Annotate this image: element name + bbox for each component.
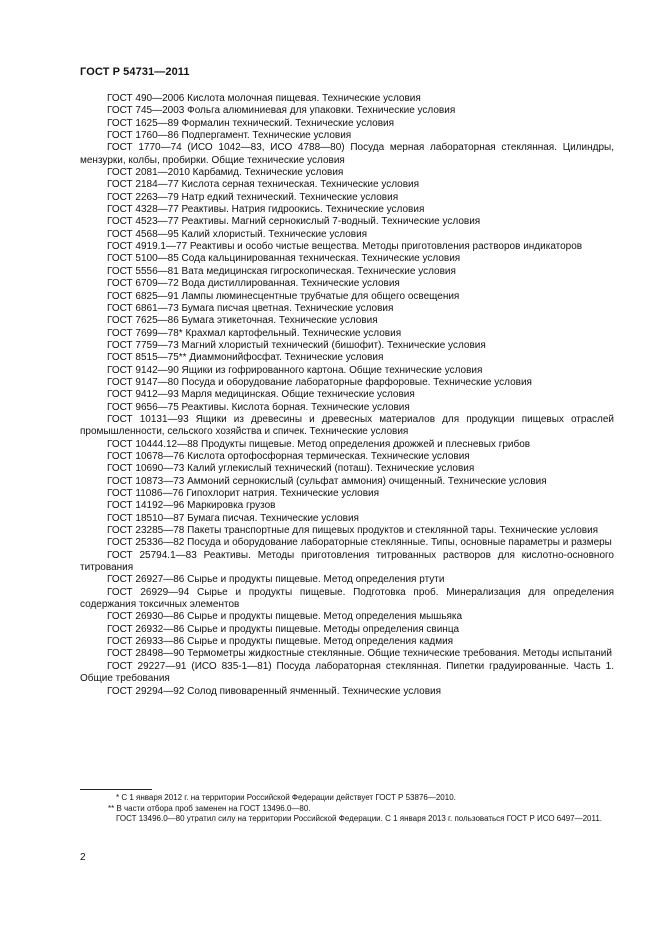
footnote-1: * С 1 января 2012 г. на территории Российской Федерации действует ГОСТ Р 53876—2010. <box>116 793 456 802</box>
reference-item: ГОСТ 745—2003 Фольга алюминиевая для упаковки. Технические условия <box>107 105 456 117</box>
reference-item: ГОСТ 23285—78 Пакеты транспортные для пищевых продуктов и стеклянной тары. Технические условия <box>107 525 599 537</box>
reference-item: ГОСТ 6861—73 Бумага писчая цветная. Технические условия <box>107 302 394 314</box>
reference-item: ГОСТ 7759—73 Магний хлористый технический (бишофит). Технические условия <box>107 339 486 351</box>
reference-item: ГОСТ 10444.12—88 Продукты пищевые. Метод определения дрожжей и плесневых грибов <box>107 438 531 450</box>
reference-item: ГОСТ 9412—93 Марля медицинская. Общие технические условия <box>107 389 415 401</box>
reference-item: ГОСТ 6709—72 Вода дистиллированная. Технические условия <box>107 278 400 290</box>
reference-item: ГОСТ 9656—75 Реактивы. Кислота борная. Технические условия <box>107 401 410 413</box>
reference-item: ГОСТ 25336—82 Посуда и оборудование лабораторные стеклянные. Типы, основные параметры и размеры <box>107 537 612 549</box>
footnote-3: ГОСТ 13496.0—80 утратил силу на территории Российской Федерации. С 1 января 2013 г. пользоваться ГОСТ Р ИСО 6497—2011. <box>116 814 603 824</box>
reference-item: ГОСТ 4328—77 Реактивы. Натрия гидроокись. Технические условия <box>107 204 425 216</box>
reference-item: ГОСТ 5556—81 Вата медицинская гигроскопическая. Технические условия <box>107 265 456 277</box>
reference-item: ГОСТ 4568—95 Калий хлористый. Технические условия <box>107 228 368 240</box>
reference-item: ГОСТ 10873—73 Аммоний сернокислый (сульфат аммония) очищенный. Технические условия <box>107 475 547 487</box>
reference-item: ГОСТ 14192—96 Маркировка грузов <box>107 500 276 512</box>
reference-item: ГОСТ 7625—86 Бумага этикеточная. Технические условия <box>107 315 378 327</box>
footnote-separator <box>80 789 152 790</box>
document-header: ГОСТ Р 54731—2011 <box>80 66 190 78</box>
reference-item: ГОСТ 4523—77 Реактивы. Магний сернокислый 7-водный. Технические условия <box>107 216 481 228</box>
reference-item: ГОСТ 18510—87 Бумага писчая. Технические условия <box>107 512 359 524</box>
reference-item: ГОСТ 25794.1—83 Реактивы. Методы приготовления титрованных растворов для кислотно-основного титрования <box>80 549 614 574</box>
reference-item: ГОСТ 10690—73 Калий углекислый технический (поташ). Технические условия <box>107 463 475 475</box>
normative-references-list <box>80 93 614 698</box>
reference-item: ГОСТ 9142—90 Ящики из гофрированного картона. Общие технические условия <box>107 364 483 376</box>
reference-item: ГОСТ 29294—92 Солод пивоваренный ячменный. Технические условия <box>107 685 442 697</box>
reference-item: ГОСТ 5100—85 Сода кальцинированная техническая. Технические условия <box>107 253 461 265</box>
reference-item: ГОСТ 10131—93 Ящики из древесины и древесных материалов для продукции пищевых отраслей промышленности, сельского хозяйства и спичек. Технические условия <box>80 413 614 438</box>
reference-item: ГОСТ 26933—86 Сырье и продукты пищевые. Метод определения кадмия <box>107 636 454 648</box>
reference-item: ГОСТ 26929—94 Сырье и продукты пищевые. Подготовка проб. Минерализация для определения содержания токсичных элементов <box>80 586 614 611</box>
reference-item: ГОСТ 6825—91 Лампы люминесцентные трубчатые для общего освещения <box>107 290 460 302</box>
reference-item: ГОСТ 2081—2010 Карбамид. Технические условия <box>107 167 344 179</box>
reference-item: ГОСТ 26932—86 Сырье и продукты пищевые. Методы определения свинца <box>107 623 460 635</box>
reference-item: ГОСТ 10678—76 Кислота ортофосфорная термическая. Технические условия <box>107 450 470 462</box>
footnotes <box>80 793 614 825</box>
reference-item: ГОСТ 8515—75** Диаммонийфосфат. Технические условия <box>107 352 384 364</box>
reference-item: ГОСТ 7699—78* Крахмал картофельный. Технические условия <box>107 327 402 339</box>
page-number: 2 <box>80 852 86 863</box>
reference-item: ГОСТ 1760—86 Подпергамент. Технические условия <box>107 130 352 142</box>
reference-item: ГОСТ 29227—91 (ИСО 835-1—81) Посуда лабораторная стеклянная. Пипетки градуированные. Часть 1. Общие требования <box>80 660 614 685</box>
reference-item: ГОСТ 26930—86 Сырье и продукты пищевые. Метод определения мышьяка <box>107 611 463 623</box>
footnote-2: ** В части отбора проб заменен на ГОСТ 13496.0—80. <box>108 803 311 813</box>
reference-item: ГОСТ 1625—89 Формалин технический. Технические условия <box>107 117 395 129</box>
reference-item: ГОСТ 490—2006 Кислота молочная пищевая. Технические условия <box>107 93 421 104</box>
reference-item: ГОСТ 28498—90 Термометры жидкостные стеклянные. Общие технические требования. Методы испытаний <box>107 648 612 660</box>
reference-item: ГОСТ 2184—77 Кислота серная техническая. Технические условия <box>107 179 420 191</box>
reference-item: ГОСТ 26927—86 Сырье и продукты пищевые. Метод определения ртути <box>107 574 445 586</box>
reference-item: ГОСТ 1770—74 (ИСО 1042—83, ИСО 4788—80) Посуда мерная лабораторная стеклянная. Цилиндры, мензурки, колбы, пробирки. Общие технические условия <box>80 142 614 166</box>
reference-item: ГОСТ 4919.1—77 Реактивы и особо чистые вещества. Методы приготовления растворов индикаторов <box>107 241 583 253</box>
reference-item: ГОСТ 2263—79 Натр едкий технический. Технические условия <box>107 191 399 203</box>
reference-item: ГОСТ 9147—80 Посуда и оборудование лабораторные фарфоровые. Технические условия <box>107 376 532 388</box>
reference-item: ГОСТ 11086—76 Гипохлорит натрия. Технические условия <box>107 488 380 499</box>
